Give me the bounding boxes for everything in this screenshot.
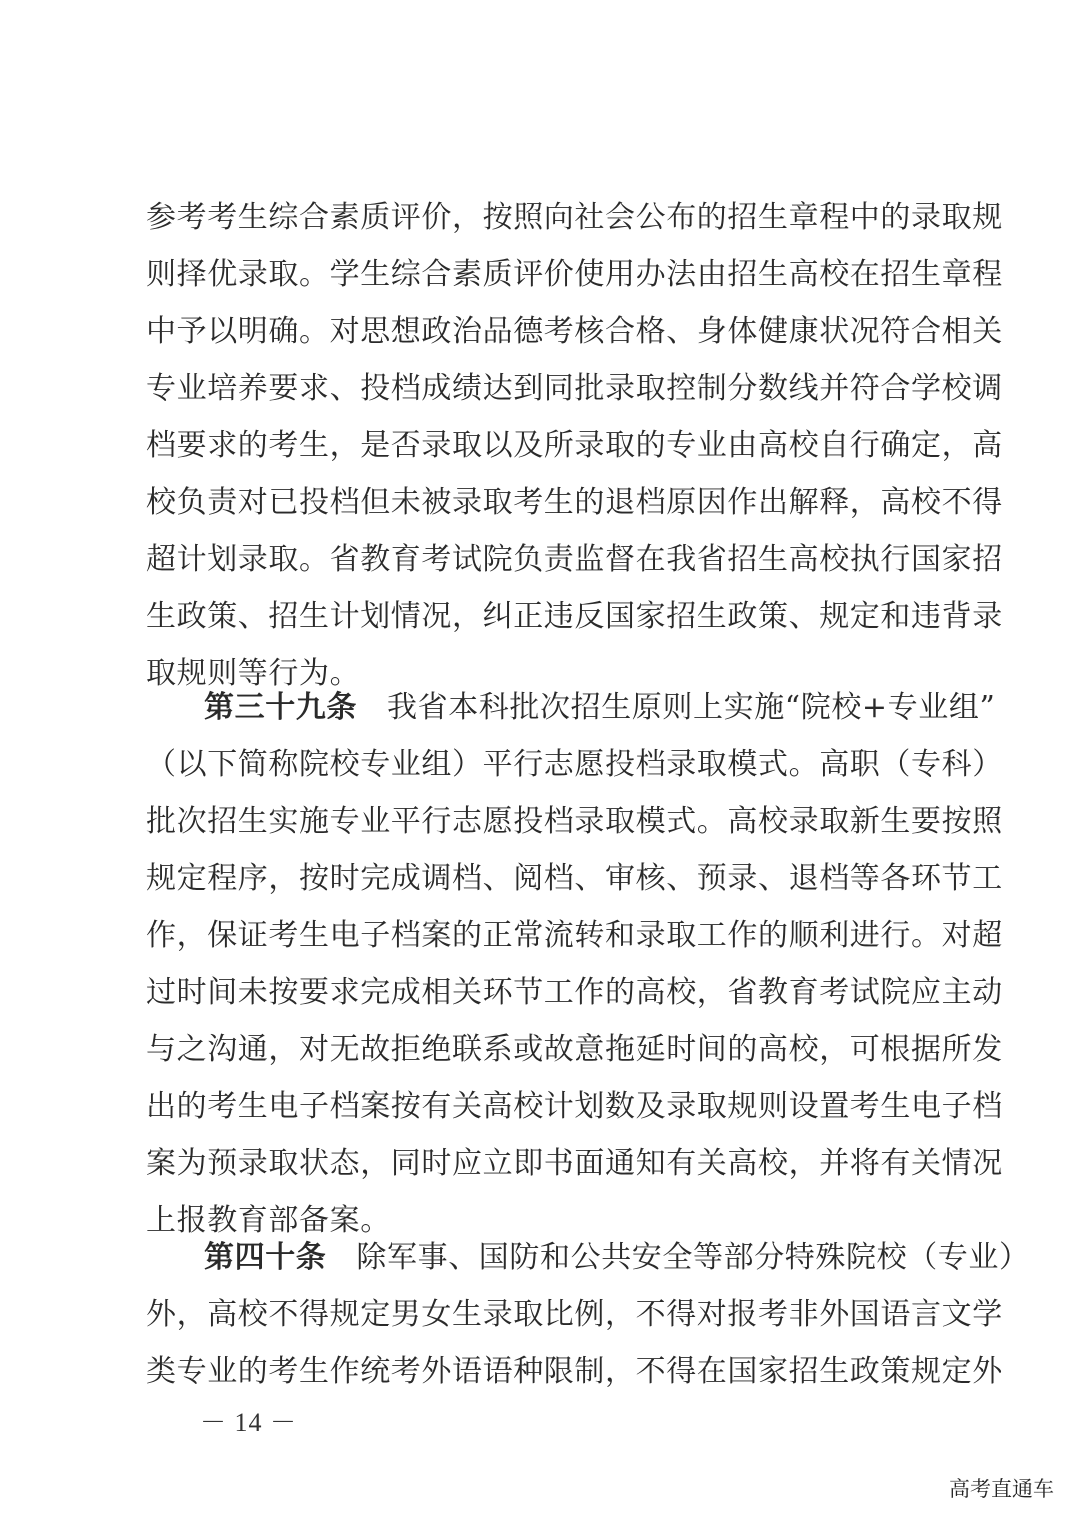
paragraph-line: 参考考生综合素质评价，按照向社会公布的招生章程中的录取规 bbox=[146, 200, 1003, 235]
article-39-first-text: 我省本科批次招生原则上实施“院校+专业组” bbox=[387, 690, 996, 725]
article-40-heading: 第四十条 bbox=[204, 1240, 327, 1275]
paragraph-line: 过时间未按要求完成相关环节工作的高校，省教育考试院应主动 bbox=[146, 975, 1003, 1010]
page-number: － 14 － bbox=[200, 1408, 298, 1437]
paragraph-line: 类专业的考生作统考外语语种限制，不得在国家招生政策规定外 bbox=[146, 1354, 1003, 1389]
article-39-first-line bbox=[204, 688, 996, 728]
paragraph-line: 规定程序，按时完成调档、阅档、审核、预录、退档等各环节工 bbox=[146, 861, 1003, 896]
paragraph-line: 超计划录取。省教育考试院负责监督在我省招生高校执行国家招 bbox=[146, 542, 1003, 577]
watermark-label: 高考直通车 bbox=[949, 1477, 1054, 1501]
article-40-first-text: 除军事、国防和公共安全等部分特殊院校（专业） bbox=[356, 1240, 1030, 1275]
paragraph-line: 中予以明确。对思想政治品德考核合格、身体健康状况符合相关 bbox=[146, 314, 1003, 349]
article-39-heading: 第三十九条 bbox=[204, 690, 357, 725]
paragraph-line: 专业培养要求、投档成绩达到同批录取控制分数线并符合学校调 bbox=[146, 371, 1003, 406]
paragraph-line: 出的考生电子档案按有关高校计划数及录取规则设置考生电子档 bbox=[146, 1089, 1003, 1124]
article-40-first-line bbox=[204, 1238, 1030, 1278]
paragraph-line: （以下简称院校专业组）平行志愿投档录取模式。高职（专科） bbox=[146, 747, 1003, 782]
paragraph-line: 则择优录取。学生综合素质评价使用办法由招生高校在招生章程 bbox=[146, 257, 1003, 292]
paragraph-line: 生政策、招生计划情况，纠正违反国家招生政策、规定和违背录 bbox=[146, 599, 1003, 634]
paragraph-line: 取规则等行为。 bbox=[146, 656, 361, 691]
paragraph-line: 校负责对已投档但未被录取考生的退档原因作出解释，高校不得 bbox=[146, 485, 1003, 520]
paragraph-line: 批次招生实施专业平行志愿投档录取模式。高校录取新生要按照 bbox=[146, 804, 1003, 839]
paragraph-line: 外，高校不得规定男女生录取比例，不得对报考非外国语言文学 bbox=[146, 1297, 1003, 1332]
paragraph-line: 案为预录取状态，同时应立即书面通知有关高校，并将有关情况 bbox=[146, 1146, 1003, 1181]
paragraph-line: 上报教育部备案。 bbox=[146, 1203, 391, 1238]
paragraph-line: 作，保证考生电子档案的正常流转和录取工作的顺利进行。对超 bbox=[146, 918, 1003, 953]
paragraph-line: 档要求的考生，是否录取以及所录取的专业由高校自行确定，高 bbox=[146, 428, 1003, 463]
paragraph-line: 与之沟通，对无故拒绝联系或故意拖延时间的高校，可根据所发 bbox=[146, 1032, 1003, 1067]
